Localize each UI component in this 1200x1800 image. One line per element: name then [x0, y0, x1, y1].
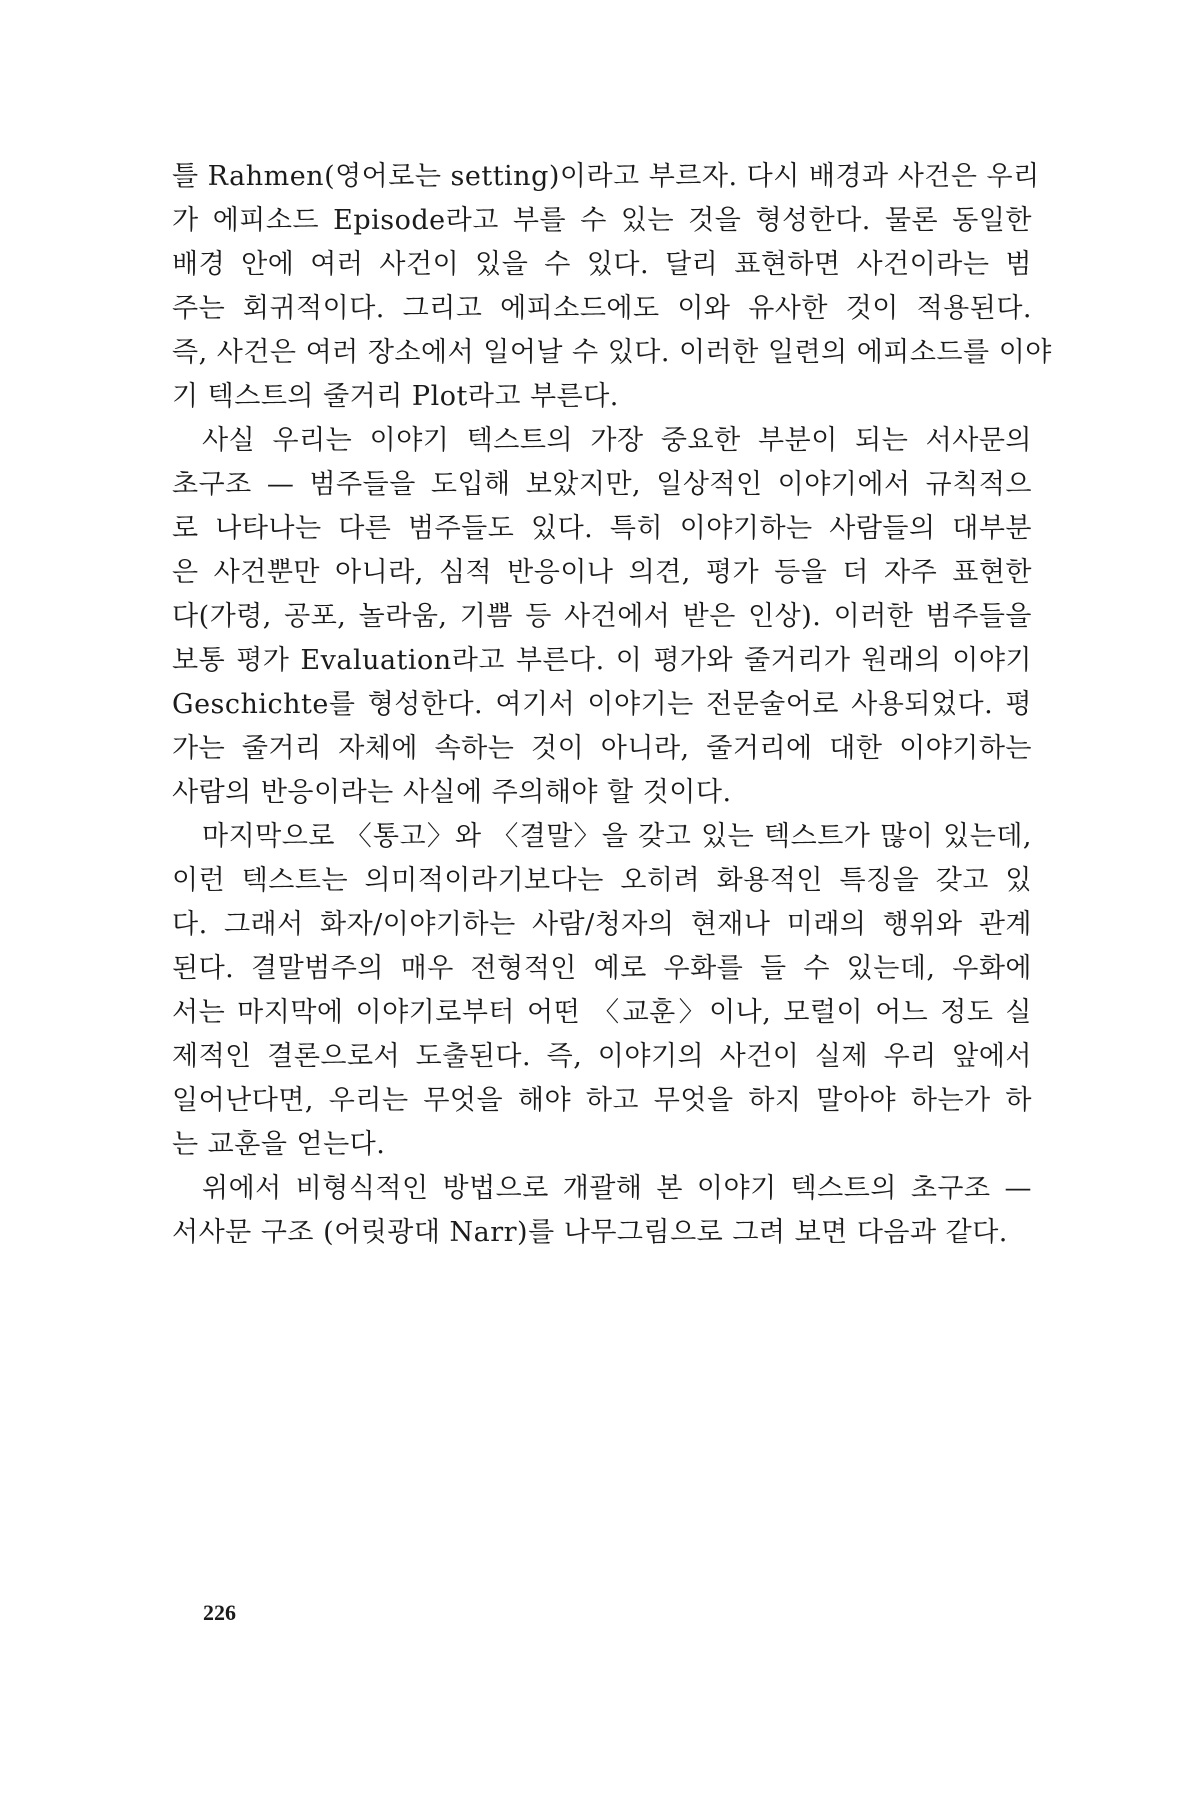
paragraph-first-line: 마지막으로 〈통고〉와 〈결말〉을 갖고 있는 텍스트가 많이 있는데,: [202, 821, 1032, 852]
text-line: 서는 마지막에 이야기로부터 어떤 〈교훈〉이나, 모럴이 어느 정도 실: [172, 997, 1032, 1028]
text-line: 기 텍스트의 줄거리 Plot라고 부른다.: [172, 381, 619, 412]
text-line: 은 사건뿐만 아니라, 심적 반응이나 의견, 평가 등을 더 자주 표현한: [172, 557, 1032, 588]
text-line: 이런 텍스트는 의미적이라기보다는 오히려 화용적인 특징을 갖고 있: [172, 865, 1032, 896]
text-line: 배경 안에 여러 사건이 있을 수 있다. 달리 표현하면 사건이라는 범: [172, 249, 1032, 280]
text-line: 주는 회귀적이다. 그리고 에피소드에도 이와 유사한 것이 적용된다.: [172, 293, 1032, 324]
text-line: 틀 Rahmen(영어로는 setting)이라고 부르자. 다시 배경과 사건은 우리: [172, 161, 1040, 192]
page-number: 226: [203, 1600, 236, 1625]
text-line: 는 교훈을 얻는다.: [172, 1129, 386, 1160]
text-line: 사람의 반응이라는 사실에 주의해야 할 것이다.: [172, 777, 732, 808]
paragraph-first-line: 위에서 비형식적인 방법으로 개괄해 본 이야기 텍스트의 초구조 —: [202, 1173, 1032, 1204]
text-line: 가 에피소드 Episode라고 부를 수 있는 것을 형성한다. 물론 동일한: [172, 205, 1032, 236]
text-line: 서사문 구조 (어릿광대 Narr)를 나무그림으로 그려 보면 다음과 같다.: [172, 1217, 1008, 1248]
text-line: 초구조 — 범주들을 도입해 보았지만, 일상적인 이야기에서 규칙적으: [172, 469, 1032, 500]
text-line: 제적인 결론으로서 도출된다. 즉, 이야기의 사건이 실제 우리 앞에서: [172, 1041, 1032, 1072]
text-line: 된다. 결말범주의 매우 전형적인 예로 우화를 들 수 있는데, 우화에: [172, 953, 1032, 984]
text-line: 로 나타나는 다른 범주들도 있다. 특히 이야기하는 사람들의 대부분: [172, 513, 1032, 544]
text-line: 즉, 사건은 여러 장소에서 일어날 수 있다. 이러한 일련의 에피소드를 이야: [172, 337, 1052, 368]
text-line: 다(가령, 공포, 놀라움, 기쁨 등 사건에서 받은 인상). 이러한 범주들을: [172, 601, 1032, 632]
text-line: Geschichte를 형성한다. 여기서 이야기는 전문술어로 사용되었다. 평: [172, 689, 1032, 720]
text-line: 보통 평가 Evaluation라고 부른다. 이 평가와 줄거리가 원래의 이야기: [172, 645, 1032, 676]
text-line: 가는 줄거리 자체에 속하는 것이 아니라, 줄거리에 대한 이야기하는: [172, 733, 1032, 764]
text-line: 일어난다면, 우리는 무엇을 해야 하고 무엇을 하지 말아야 하는가 하: [172, 1085, 1032, 1116]
text-line: 다. 그래서 화자/이야기하는 사람/청자의 현재나 미래의 행위와 관계: [172, 909, 1032, 940]
paragraph-first-line: 사실 우리는 이야기 텍스트의 가장 중요한 부분이 되는 서사문의: [202, 425, 1032, 456]
